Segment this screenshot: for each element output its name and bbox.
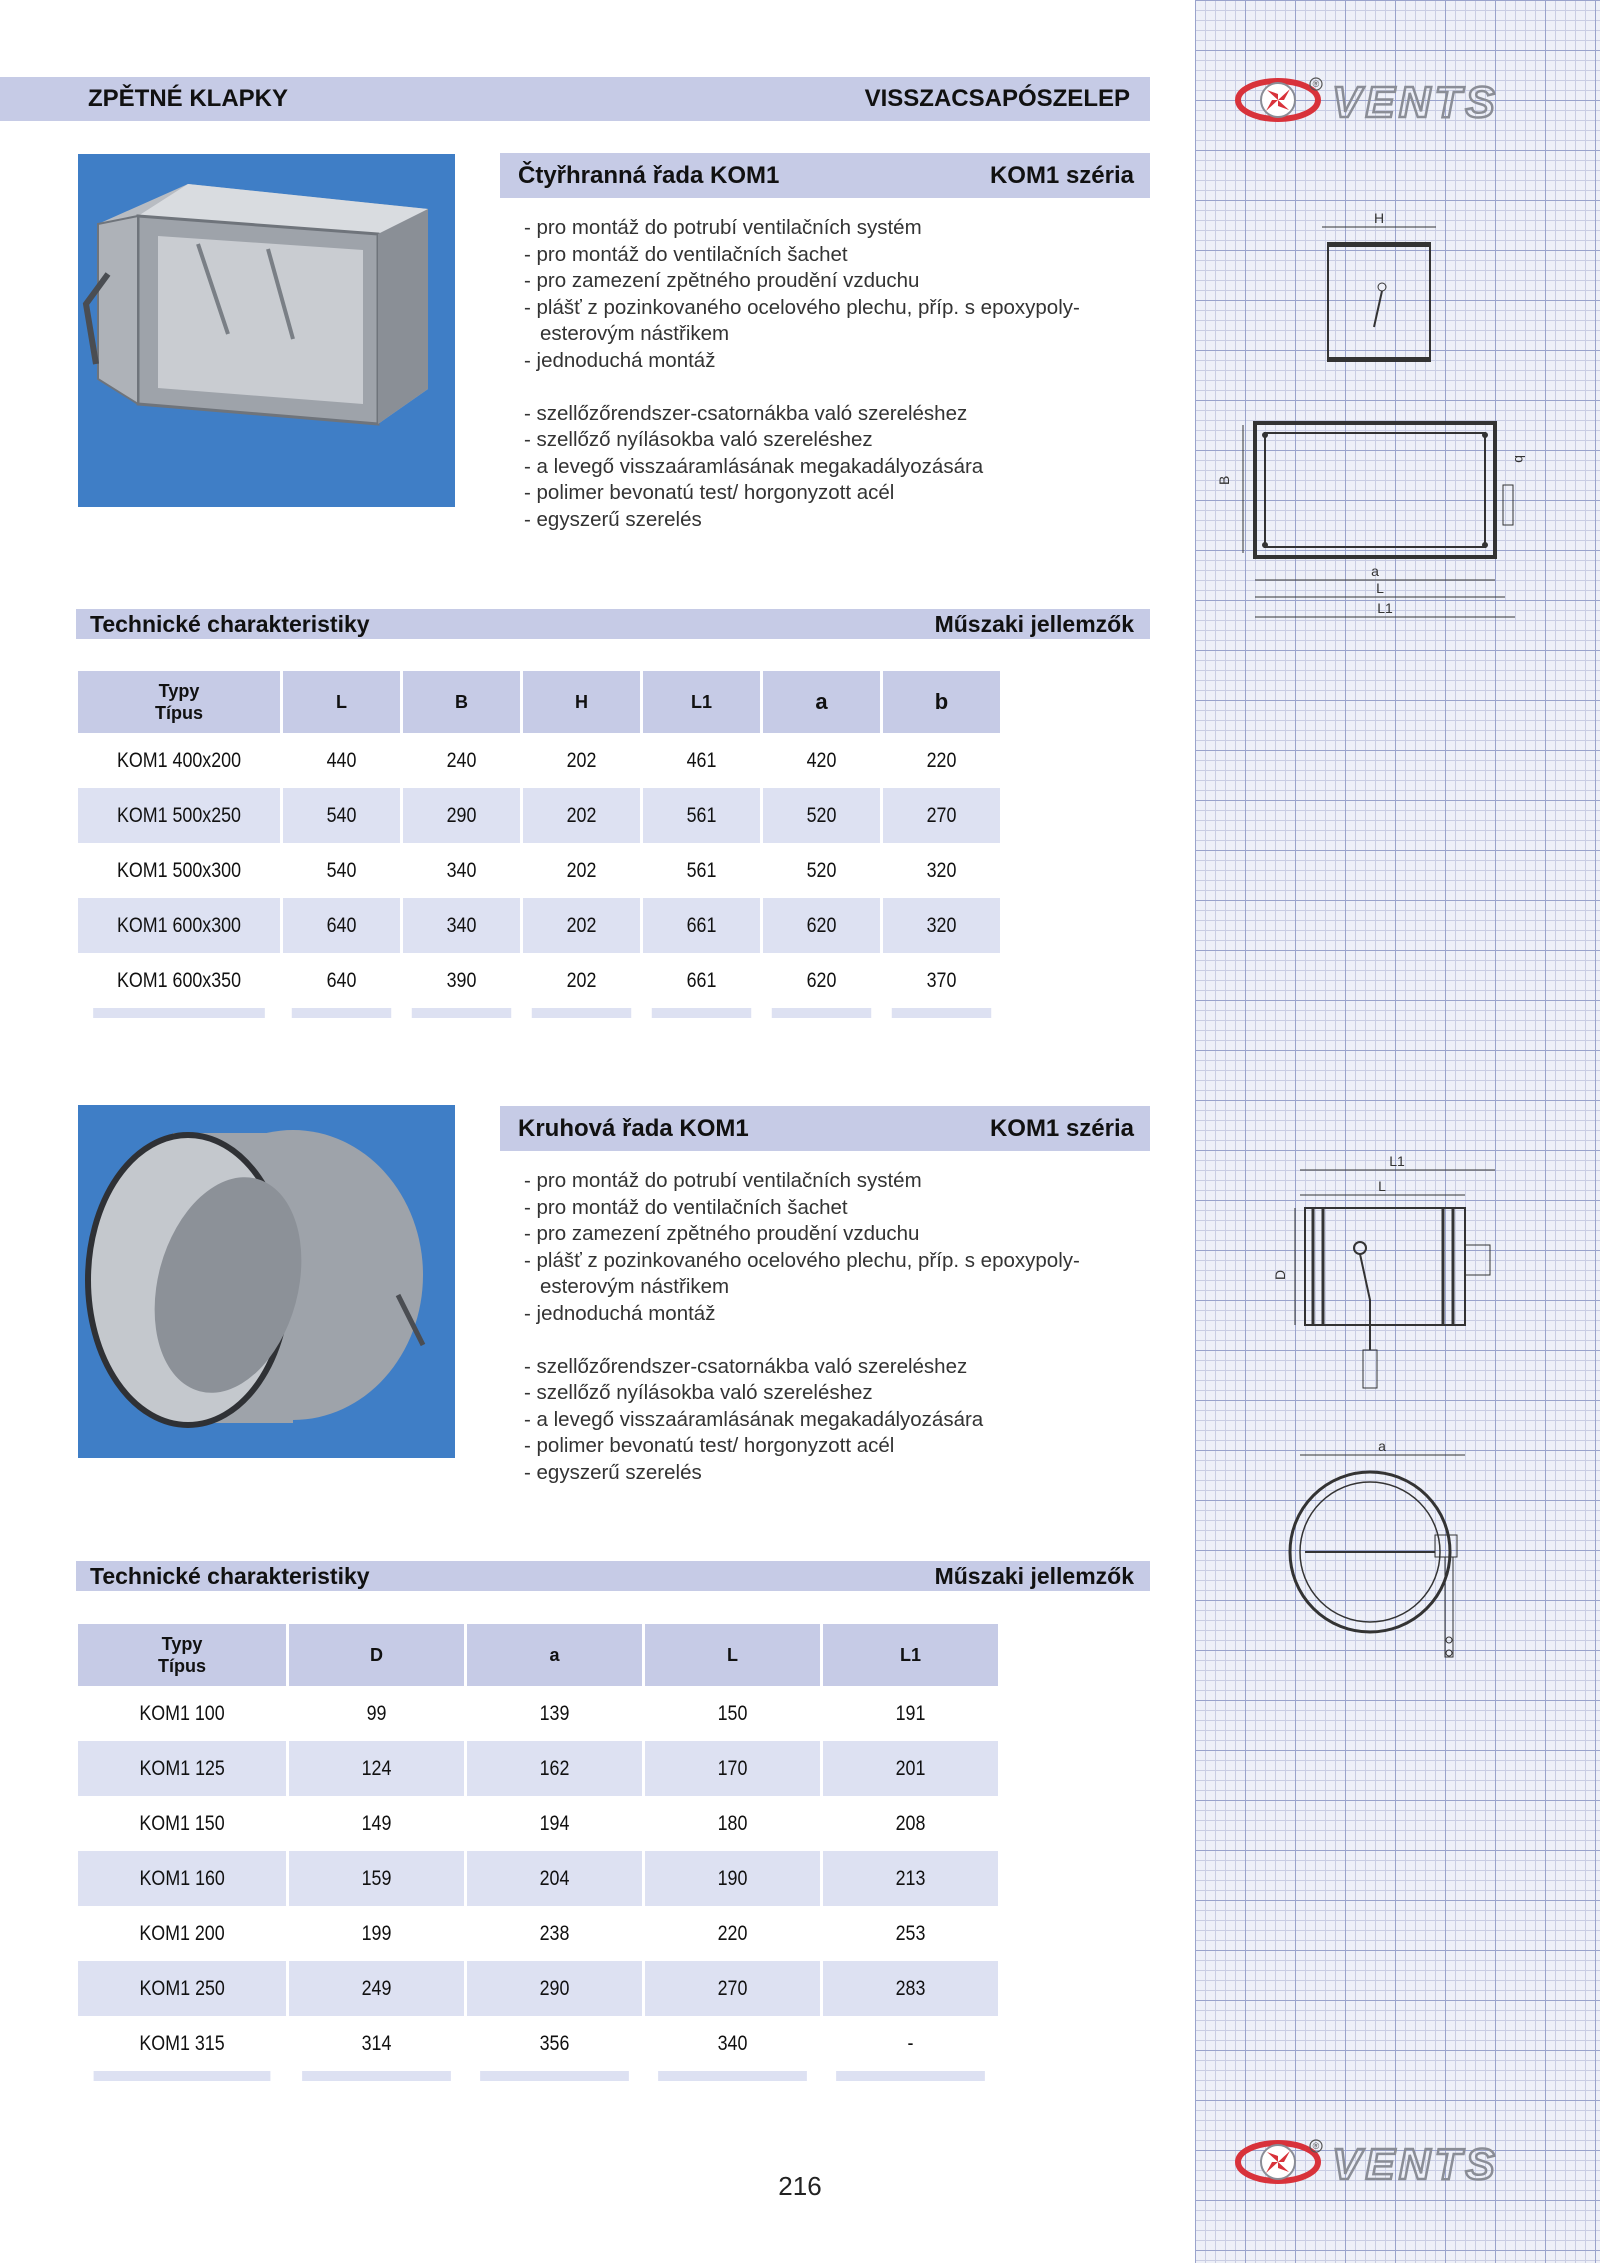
table-header: B	[403, 671, 520, 733]
table-cell: 320	[926, 858, 957, 882]
table-cell: 340	[717, 2031, 748, 2055]
table-header: L	[645, 1624, 820, 1686]
page-header-bar	[0, 77, 1150, 121]
list-item: - pro montáž do ventilačních šachet	[524, 1195, 848, 1219]
table-header-type: Typy Típus	[78, 671, 280, 733]
list-item: - pro montáž do ventilačních šachet	[524, 242, 848, 266]
round-tech-bar	[76, 1561, 1150, 1591]
table-cell: 390	[446, 968, 477, 992]
table-cell-type: KOM1 250	[78, 1961, 286, 2016]
table-cell: 640	[283, 898, 400, 953]
table-cell: 202	[566, 858, 597, 882]
svg-text:®: ®	[1312, 2141, 1320, 2151]
vents-logo-top	[1232, 75, 1562, 125]
square-series-title-hu: KOM1 széria	[989, 161, 1134, 189]
list-item: - pro montáž do potrubí ventilačních systém	[524, 216, 922, 239]
table-cell-type: KOM1 600x350	[116, 968, 242, 992]
svg-text:a: a	[1371, 563, 1379, 579]
table-cell: 194	[539, 1811, 570, 1835]
table-cell: 270	[883, 788, 1000, 843]
svg-text:b: b	[1512, 455, 1528, 463]
svg-text:B: B	[1216, 475, 1232, 485]
table-cell-type: KOM1 100	[139, 1701, 225, 1725]
table-cell: 356	[539, 2031, 570, 2055]
table-cell: 202	[523, 898, 640, 953]
table-cell: 440	[326, 748, 357, 772]
table-cell: 540	[326, 858, 357, 882]
square-features-list	[524, 215, 1144, 534]
page-number: 216	[778, 2171, 822, 2201]
round-damper-photo	[78, 1105, 455, 1458]
list-item: - szellőzőrendszer-csatornákba való szereléshez	[524, 1354, 968, 1378]
square-series-title-bar	[500, 153, 1150, 198]
list-item: - jednoduchá montáž	[524, 1301, 716, 1325]
square-spec-table	[75, 671, 1003, 1018]
table-cell: 149	[361, 1811, 392, 1835]
table-row	[78, 1741, 998, 1796]
svg-text:D: D	[1272, 1269, 1288, 1280]
svg-text:VENTS: VENTS	[1332, 2140, 1499, 2189]
table-cell: 661	[686, 968, 717, 992]
table-cell: 220	[926, 748, 957, 772]
svg-text:L: L	[1378, 1178, 1386, 1194]
table-header: b	[883, 671, 1000, 733]
list-item: - a levegő visszaáramlásának megakadályozására	[524, 1407, 984, 1431]
table-cell: 208	[895, 1811, 926, 1835]
table-cell-type: KOM1 500x300	[116, 858, 242, 882]
list-item: - szellőzőrendszer-csatornákba való szereléshez	[524, 401, 968, 425]
table-cell: 202	[566, 968, 597, 992]
table-cell: 201	[823, 1741, 998, 1796]
svg-text:a: a	[1378, 1438, 1386, 1454]
table-cell: 320	[883, 898, 1000, 953]
tech-title-cz: Technické charakteristiky	[90, 610, 370, 637]
table-row	[78, 733, 1000, 788]
table-cell: 139	[539, 1701, 570, 1725]
table-cell: 240	[446, 748, 477, 772]
square-front-drawing	[1215, 415, 1535, 625]
tech-title-hu: Műszaki jellemzők	[934, 1562, 1134, 1589]
table-cell: 661	[643, 898, 760, 953]
list-item: - polimer bevonatú test/ horgonyzott acél	[524, 481, 895, 505]
table-row	[78, 1686, 998, 1741]
table-cell: 290	[403, 788, 520, 843]
table-cell: 220	[717, 1921, 748, 1945]
table-cell: 249	[289, 1961, 464, 2016]
table-cell: 620	[806, 968, 837, 992]
table-row	[78, 1796, 998, 1851]
table-header: a	[763, 671, 880, 733]
table-header: L1	[643, 671, 760, 733]
square-side-drawing	[1310, 205, 1450, 375]
table-header: L	[283, 671, 400, 733]
table-cell: 561	[686, 858, 717, 882]
table-cell-type: KOM1 315	[139, 2031, 225, 2055]
table-cell: 283	[823, 1961, 998, 2016]
table-cell: 340	[403, 898, 520, 953]
table-header: a	[467, 1624, 642, 1686]
table-cell-type: KOM1 600x300	[78, 898, 280, 953]
table-cell: 159	[289, 1851, 464, 1906]
table-row	[78, 788, 1000, 843]
table-row	[78, 1851, 998, 1906]
table-cell: 190	[645, 1851, 820, 1906]
table-row	[78, 1906, 998, 1961]
table-header: D	[289, 1624, 464, 1686]
tech-title-cz: Technické charakteristiky	[90, 1562, 370, 1589]
table-cell: 191	[895, 1701, 926, 1725]
table-cell-type: KOM1 160	[78, 1851, 286, 1906]
table-bottom-strip	[78, 2071, 998, 2081]
table-header-type: Typy Típus	[78, 1624, 286, 1686]
table-cell: 199	[361, 1921, 392, 1945]
table-cell: 170	[645, 1741, 820, 1796]
table-header: L1	[823, 1624, 998, 1686]
square-series-title-cz: Čtyřhranná řada KOM1	[518, 161, 780, 189]
list-item: - egyszerű szerelés	[524, 1460, 702, 1484]
table-cell: 202	[566, 748, 597, 772]
table-row	[78, 843, 1000, 898]
svg-text:L: L	[1376, 580, 1384, 596]
list-item: - plášť z pozinkovaného ocelového plechu, příp. s epoxypoly-esterovým nástřikem	[524, 295, 1080, 346]
table-cell: 270	[645, 1961, 820, 2016]
table-cell: 99	[366, 1701, 387, 1725]
table-cell: 180	[717, 1811, 748, 1835]
round-front-drawing	[1285, 1435, 1485, 1685]
list-item: - pro montáž do potrubí ventilačních systém	[524, 1169, 922, 1192]
table-cell-type: KOM1 125	[78, 1741, 286, 1796]
registered-mark: ®	[1312, 79, 1320, 89]
table-cell: 253	[895, 1921, 926, 1945]
round-series-title-cz: Kruhová řada KOM1	[518, 1114, 749, 1142]
square-damper-photo	[78, 154, 455, 507]
table-cell: 640	[326, 968, 357, 992]
table-cell: 290	[467, 1961, 642, 2016]
table-cell-type: KOM1 200	[139, 1921, 225, 1945]
table-row	[78, 953, 1000, 1008]
header-title-hu: VISSZACSAPÓSZELEP	[864, 85, 1130, 112]
table-cell: -	[907, 2031, 914, 2055]
table-cell: 340	[446, 858, 477, 882]
table-cell: 620	[763, 898, 880, 953]
table-row	[78, 898, 1000, 953]
table-cell: 150	[717, 1701, 748, 1725]
round-features-list	[524, 1168, 1144, 1487]
round-spec-table	[75, 1624, 1001, 2081]
table-cell: 520	[763, 788, 880, 843]
list-item: - pro zamezení zpětného proudění vzduchu	[524, 269, 920, 293]
table-cell-type: KOM1 150	[139, 1811, 225, 1835]
table-cell: 204	[467, 1851, 642, 1906]
table-row	[78, 2016, 998, 2071]
list-item: - szellőző nyílásokba való szereléshez	[524, 1381, 873, 1405]
table-cell: 238	[539, 1921, 570, 1945]
tech-title-hu: Műszaki jellemzők	[934, 610, 1134, 637]
table-cell: 314	[361, 2031, 392, 2055]
list-item: - egyszerű szerelés	[524, 507, 702, 531]
table-cell: 420	[806, 748, 837, 772]
svg-text:L1: L1	[1389, 1153, 1405, 1169]
list-item: - plášť z pozinkovaného ocelového plechu, příp. s epoxypoly-esterovým nástřikem	[524, 1248, 1080, 1299]
logo-wordmark: VENTS	[1332, 78, 1499, 127]
round-series-title-hu: KOM1 széria	[989, 1114, 1134, 1142]
square-tech-bar	[76, 609, 1150, 639]
table-cell-type: KOM1 500x250	[78, 788, 280, 843]
table-cell-type: KOM1 400x200	[116, 748, 242, 772]
table-header: H	[523, 671, 640, 733]
table-cell: 540	[283, 788, 400, 843]
table-cell: 520	[806, 858, 837, 882]
table-row	[78, 1961, 998, 2016]
round-series-title-bar	[500, 1106, 1150, 1151]
table-cell: 461	[686, 748, 717, 772]
list-item: - pro zamezení zpětného proudění vzduchu	[524, 1222, 920, 1246]
list-item: - a levegő visszaáramlásának megakadályozására	[524, 454, 984, 478]
svg-text:L1: L1	[1377, 600, 1393, 616]
list-item: - jednoduchá montáž	[524, 348, 716, 372]
round-side-drawing	[1272, 1150, 1525, 1400]
table-cell: 202	[523, 788, 640, 843]
table-cell: 561	[643, 788, 760, 843]
list-item: - szellőző nyílásokba való szereléshez	[524, 428, 873, 452]
table-cell: 213	[823, 1851, 998, 1906]
table-cell: 162	[467, 1741, 642, 1796]
table-cell: 370	[926, 968, 957, 992]
header-title-cz: ZPĚTNÉ KLAPKY	[88, 85, 289, 112]
list-item: - polimer bevonatú test/ horgonyzott acél	[524, 1434, 895, 1458]
table-bottom-strip	[78, 1008, 1000, 1018]
table-cell: 124	[289, 1741, 464, 1796]
svg-text:H: H	[1373, 210, 1385, 226]
